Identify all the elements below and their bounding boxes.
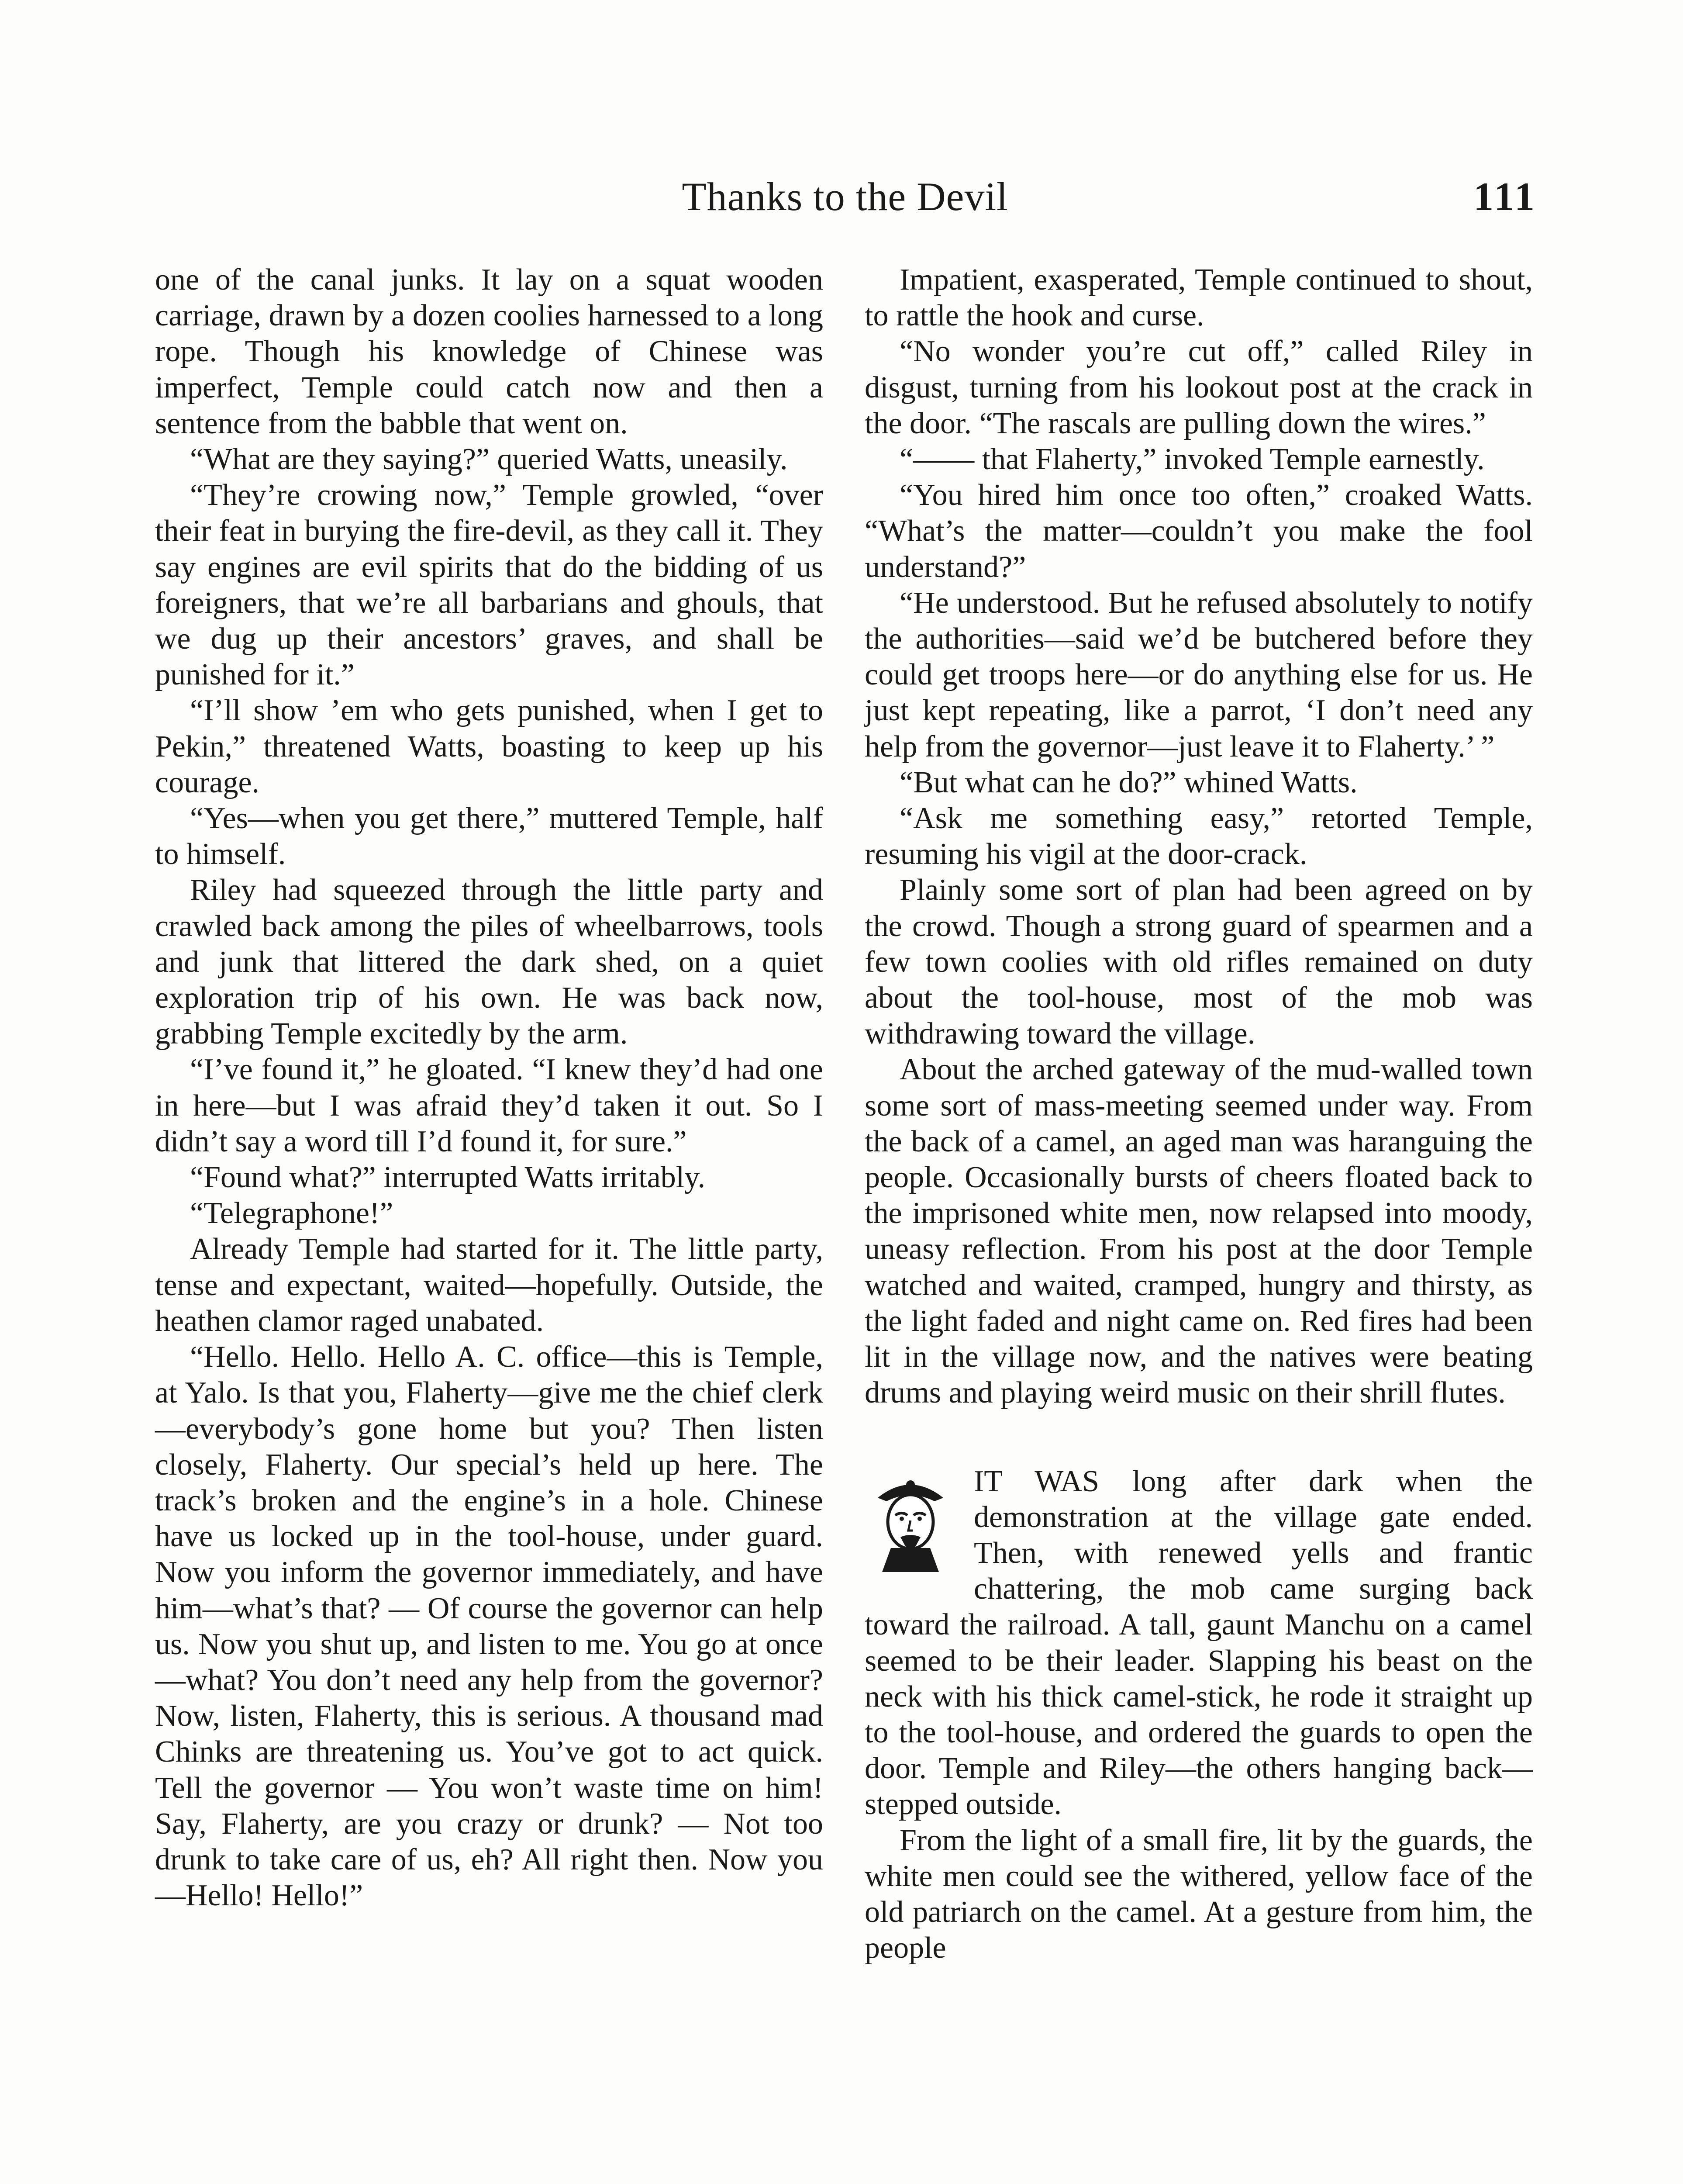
paragraph: “—— that Flaherty,” invoked Temple earnestly.	[900, 442, 1485, 477]
paragraph: “No wonder you’re cut off,” called Riley in disgust, turning from his lookout post at the crack in the door. “The rascals are pulling down the wires.”	[865, 335, 1533, 440]
paragraph: one of the canal junks. It lay on a squat wooden carriage, drawn by a dozen coolies harnessed to a long rope. Though his knowledge of Chinese was imperfect, Temple could catch now and then a sentence from the babble that went on.	[155, 263, 823, 440]
paragraph: “Telegraphone!”	[190, 1196, 393, 1230]
paragraph: Already Temple had started for it. The little party, tense and expectant, waited—hopefully. Outside, the heathen clamor raged unabated.	[155, 1232, 823, 1338]
paragraph: “I’ll show ’em who gets punished, when I get to Pekin,” threatened Watts, boasting to keep up his courage.	[155, 694, 823, 799]
paragraph: About the arched gateway of the mud-walled town some sort of mass-meeting seemed under way. From the back of a camel, an aged man was haranguing the people. Occasionally bursts of cheers floated back to the imprisoned white men, now relapsed into moody, uneasy reflection. From his post at the door Temple watched and waited, cramped, hungry and thirsty, as the light faded and night came on. Red fires had been lit in the village now, and the natives were beating drums and playing weird music on their shrill flutes.	[865, 1053, 1533, 1410]
page-number: 111	[1473, 174, 1537, 219]
paragraph: IT WAS long after dark when the demonstration at the village gate ended. Then, with renewed yells and frantic chattering, the mob came surging back toward the railroad. A tall, gaunt Manchu on a camel seemed to be their leader. Slapping his beast on the neck with his thick camel-stick, he rode it straight up to the tool-house, and ordered the guards to open the door. Temple and Riley—the others hanging back—stepped outside.	[865, 1464, 1533, 1821]
paragraph: “But what can he do?” whined Watts.	[900, 765, 1358, 799]
paragraph: “I’ve found it,” he gloated. “I knew they’d had one in here—but I was afraid they’d taken it out. So I didn’t say a word till I’d found it, for sure.”	[155, 1053, 823, 1158]
left-column	[155, 262, 823, 1914]
right-column	[865, 262, 1533, 1966]
paragraph: “What are they saying?” queried Watts, uneasily.	[190, 442, 788, 477]
paragraph: “Hello. Hello. Hello A. C. office—this is Temple, at Yalo. Is that you, Flaherty—give me the chief clerk—everybody’s gone home but you? Then listen closely, Flaherty. Our special’s held up here. The track’s broken and the engine’s in a hole. Chinese have us locked up in the tool-house, under guard. Now you inform the governor immediately, and have him—what’s that? — Of course the governor can help us. Now you shut up, and listen to me. You go at once—what? You don’t need any help from the governor? Now, listen, Flaherty, this is serious. A thousand mad Chinks are threatening us. You’ve got to act quick. Tell the governor — You won’t waste time on him! Say, Flaherty, are you crazy or drunk? — Not too drunk to take care of us, eh? All right then. Now you—Hello! Hello!”	[155, 1340, 823, 1913]
paragraph: “They’re crowing now,” Temple growled, “over their feat in burying the fire-devil, as they call it. They say engines are evil spirits that do the bidding of us foreigners, that we’re all barbarians and ghouls, that we dug up their ancestors’ graves, and shall be punished for it.”	[155, 478, 823, 692]
paragraph: Plainly some sort of plan had been agreed on by the crowd. Though a strong guard of spearmen and a few town coolies with old rifles remained on duty about the tool-house, most of the mob was withdrawing toward the village.	[865, 873, 1533, 1051]
page-header	[153, 173, 1537, 225]
paragraph: “You hired him once too often,” croaked Watts. “What’s the matter—couldn’t you make the fool understand?”	[865, 478, 1533, 584]
paragraph: “He understood. But he refused absolutely to notify the authorities—said we’d be butchered before they could get troops here—or do anything else for us. He just kept repeating, like a parrot, ‘I don’t need any help from the governor—just leave it to Flaherty.’ ”	[865, 586, 1533, 764]
section-start	[865, 1464, 1533, 1823]
paragraph: From the light of a small fire, lit by the guards, the white men could see the withered, yellow face of the old patriarch on the camel. At a gesture from him, the people	[865, 1823, 1533, 1965]
paragraph: Impatient, exasperated, Temple continued to shout, to rattle the hook and curse.	[865, 263, 1533, 333]
paragraph: Riley had squeezed through the little party and crawled back among the piles of wheelbarrows, tools and junk that littered the dark shed, on a quiet exploration trip of his own. He was back now, grabbing Temple excitedly by the arm.	[155, 873, 823, 1051]
chinaman-head-icon	[865, 1467, 956, 1576]
running-title: Thanks to the Devil	[682, 174, 1008, 219]
paragraph: “Found what?” interrupted Watts irritably.	[190, 1161, 706, 1195]
paragraph: “Yes—when you get there,” muttered Temple, half to himself.	[155, 802, 823, 871]
paragraph: “Ask me something easy,” retorted Temple, resuming his vigil at the door-crack.	[865, 802, 1533, 871]
